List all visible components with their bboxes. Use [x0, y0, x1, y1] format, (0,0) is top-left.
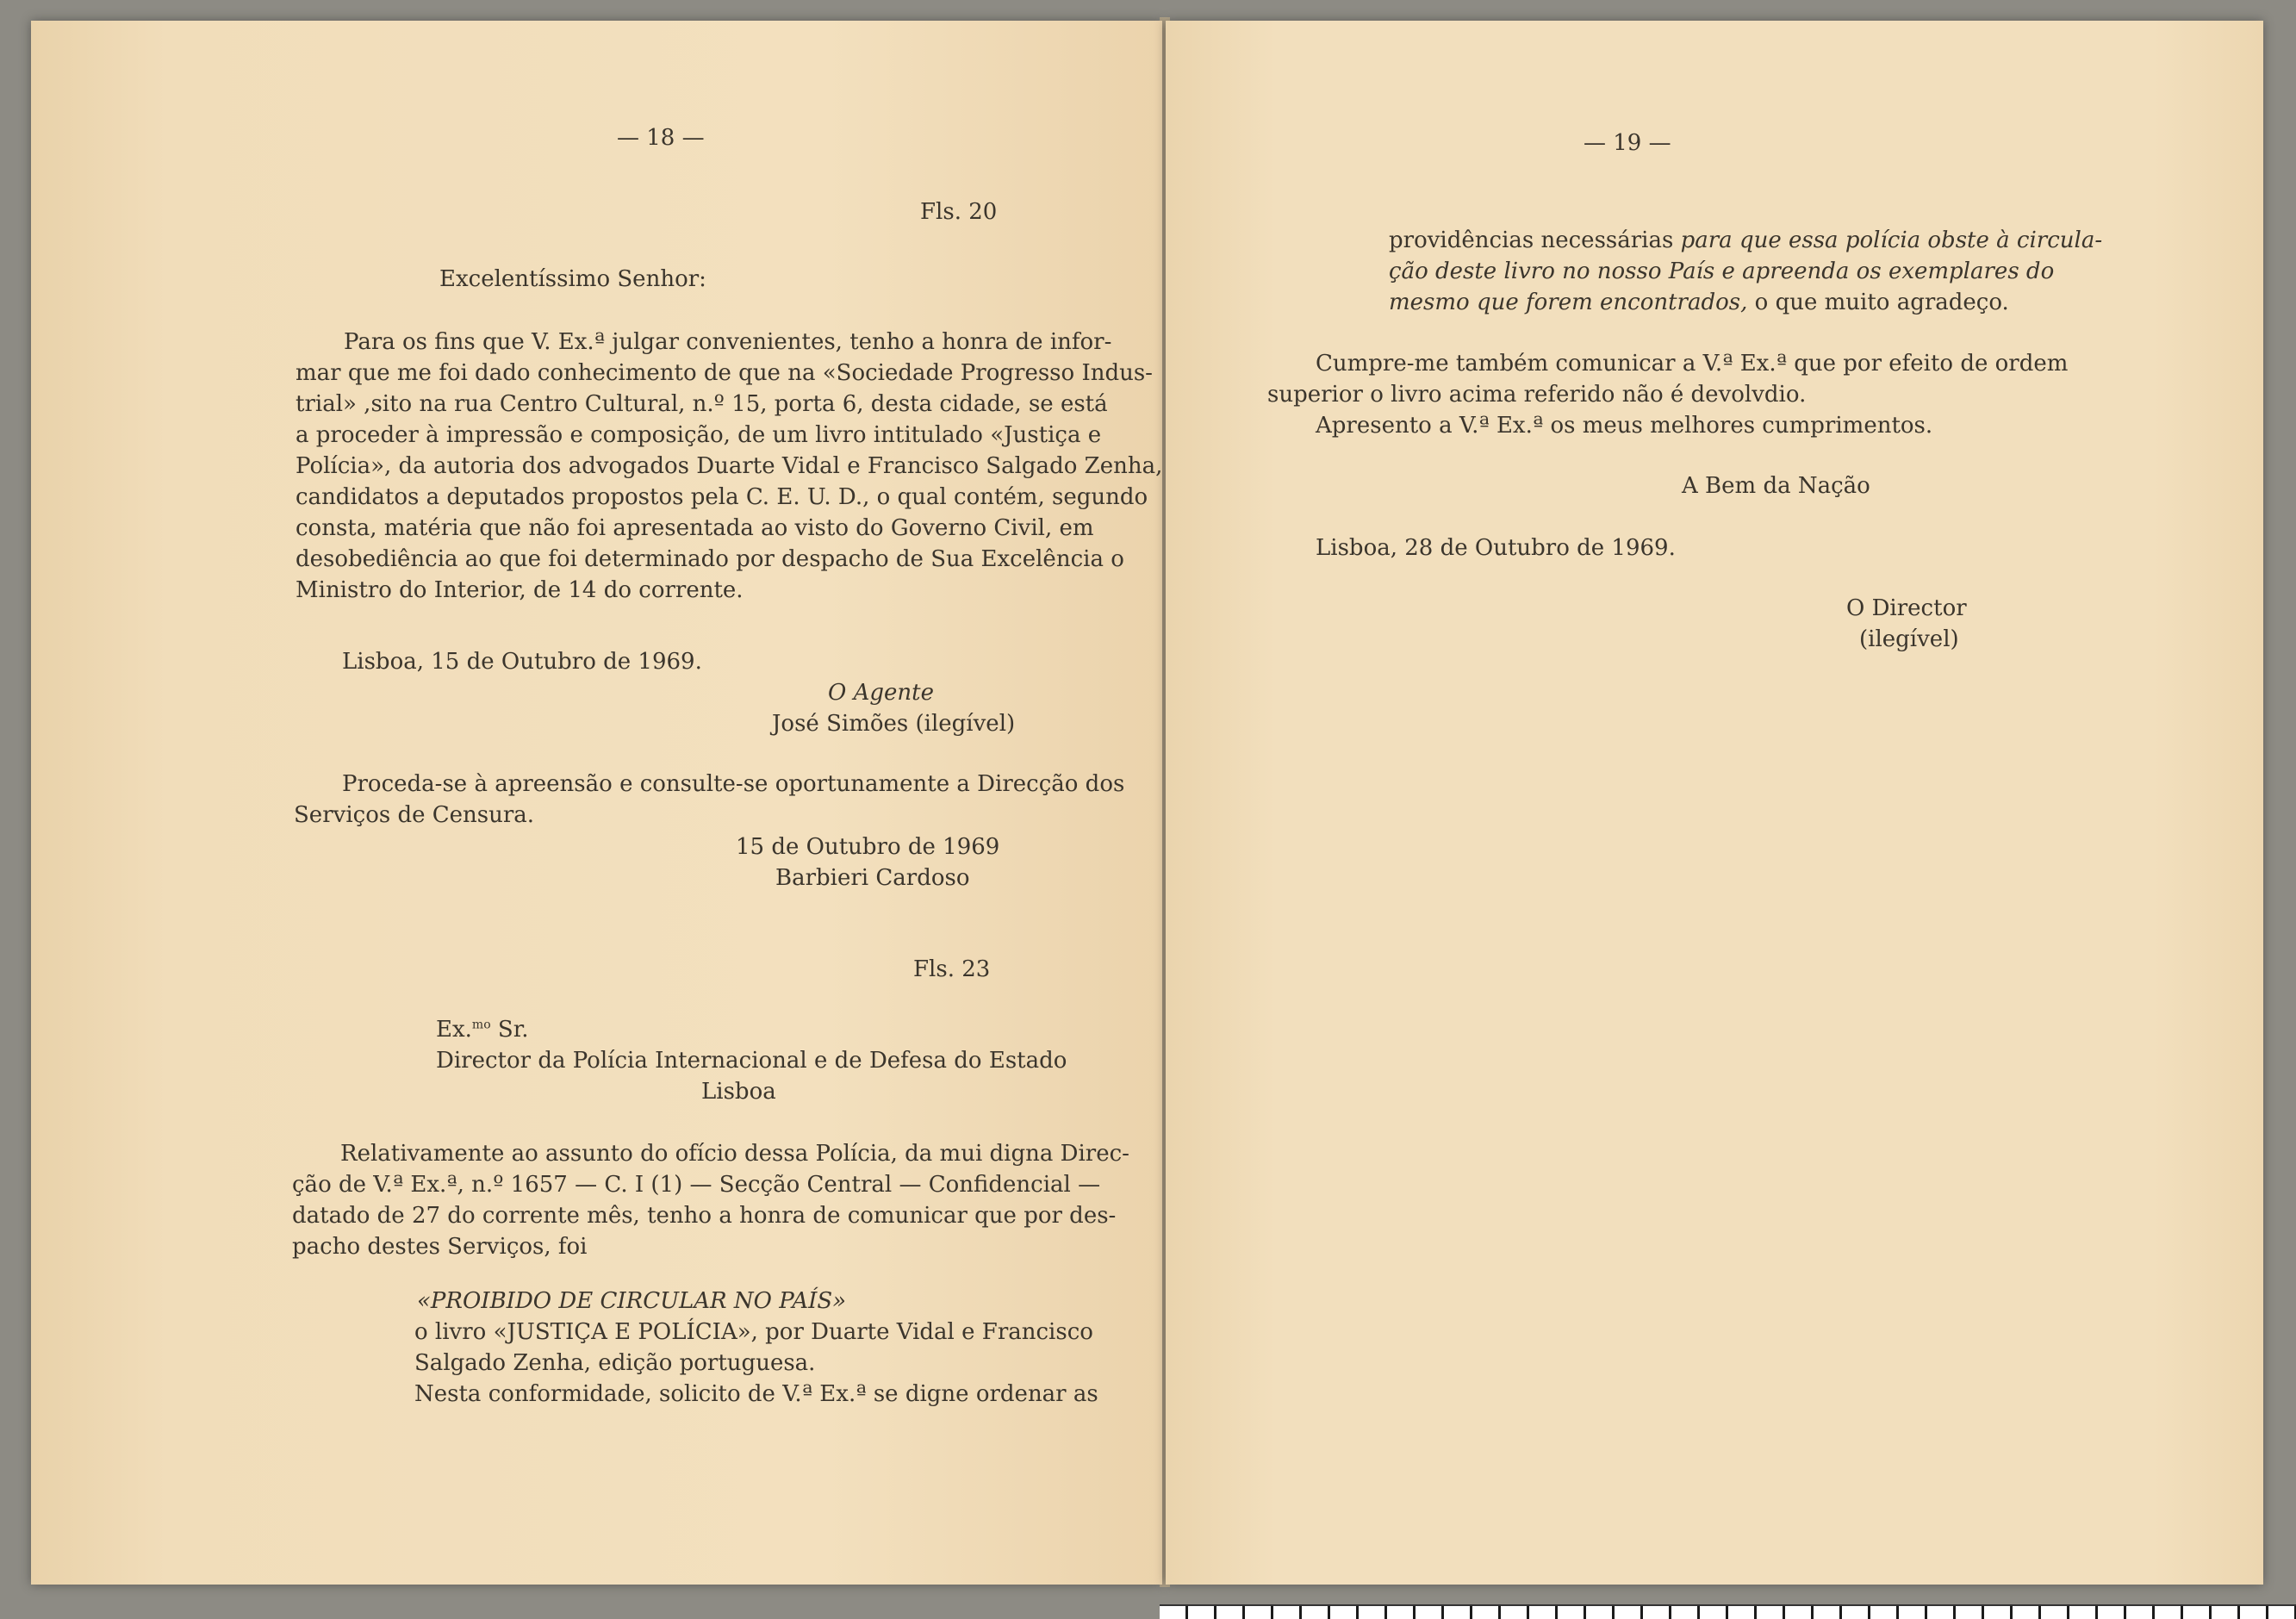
paragraph-book-details: [414, 1317, 1098, 1410]
text-line: mar que me foi dado conhecimento de que na «Sociedade Progresso Indus-: [296, 360, 1153, 386]
paragraph-order: [294, 769, 1125, 831]
text-line: ção de V.ª Ex.ª, n.º 1657 — C. I (1) — Secção Central — Confidencial —: [292, 1172, 1101, 1198]
text-line: Ministro do Interior, de 14 do corrente.: [296, 577, 744, 603]
paragraph-reply: [292, 1138, 1129, 1262]
prohibition-heading: «PROIBIDO DE CIRCULAR NO PAÍS»: [417, 1288, 847, 1314]
text-line: [1389, 225, 2103, 256]
text-line: datado de 27 do corrente mês, tenho a honra de comunicar que por des-: [292, 1203, 1117, 1229]
date-line: Lisboa, 28 de Outubro de 1969.: [1316, 535, 1676, 561]
closing-line: A Bem da Nação: [1682, 473, 1870, 499]
page-number-18: — 18 —: [617, 125, 705, 151]
page-number-19: — 19 —: [1584, 130, 1671, 156]
address-recipient: Director da Polícia Internacional e de Defesa do Estado: [436, 1048, 1067, 1074]
folio-reference-23: Fls. 23: [913, 956, 991, 982]
right-page: [1166, 21, 2263, 1585]
paragraph-greetings: Apresento a V.ª Ex.ª os meus melhores cumprimentos.: [1316, 413, 1933, 439]
folio-reference-20: Fls. 20: [920, 199, 998, 225]
text-roman: o que muito agradeço.: [1747, 290, 2009, 315]
text-line: pacho destes Serviços, foi: [292, 1234, 588, 1260]
date-line-2: 15 de Outubro de 1969: [736, 834, 1000, 860]
left-page: [31, 21, 1162, 1585]
director-title: O Director: [1846, 595, 1967, 621]
text-line: consta, matéria que não foi apresentada ao visto do Governo Civil, em: [296, 515, 1094, 541]
text-line: [1389, 287, 2009, 318]
text-line: Polícia», da autoria dos advogados Duarte Vidal e Francisco Salgado Zenha,: [296, 453, 1163, 479]
text-line: a proceder à impressão e composição, de um livro intitulado «Justiça e: [296, 422, 1102, 448]
text-line: Salgado Zenha, edição portuguesa.: [414, 1350, 816, 1376]
signer-name: Barbieri Cardoso: [775, 865, 970, 891]
text-line: ção deste livro no nosso País e apreenda os exemplares do: [1389, 258, 2055, 284]
text-line: candidatos a deputados propostos pela C. E. U. D., o qual contém, segundo: [296, 484, 1148, 510]
agent-name: José Simões (ilegível): [772, 711, 1016, 737]
text-line: o livro «JUSTIÇA E POLÍCIA», por Duarte Vidal e Francisco: [414, 1319, 1093, 1345]
text-line: Serviços de Censura.: [294, 802, 535, 828]
text-line: Cumpre-me também comunicar a V.ª Ex.ª que por efeito de ordem: [1316, 351, 2069, 377]
agent-title: O Agente: [828, 680, 934, 706]
date-line-1: Lisboa, 15 de Outubro de 1969.: [342, 649, 702, 675]
text-line: desobediência ao que foi determinado por despacho de Sua Excelência o: [296, 546, 1124, 572]
paragraph-communication: [1267, 348, 2069, 410]
text-roman: providências necessárias: [1389, 227, 1681, 253]
text-line: superior o livro acima referido não é devolvdio.: [1267, 382, 1807, 408]
address-salutation: Ex.$^{mo}$ Sr.: [436, 1017, 529, 1043]
director-note: (ilegível): [1859, 626, 1959, 652]
text-line: Nesta conformidade, solicito de V.ª Ex.ª se digne ordenar as: [414, 1381, 1098, 1407]
paragraph-request: [1389, 225, 2103, 318]
salutation: Excelentíssimo Senhor:: [439, 266, 706, 292]
paragraph-report: [296, 327, 1163, 606]
text-italic: mesmo que forem encontrados,: [1389, 290, 1748, 315]
text-line: Para os fins que V. Ex.ª julgar convenientes, tenho a honra de infor-: [344, 329, 1112, 355]
text-italic: para que essa polícia obste à circula-: [1680, 227, 2103, 253]
address-city: Lisboa: [701, 1079, 776, 1105]
text-line: Proceda-se à apreensão e consulte-se oportunamente a Direcção dos: [342, 771, 1125, 797]
scale-ruler: [1160, 1604, 2296, 1619]
text-line: Relativamente ao assunto do ofício dessa Polícia, da mui digna Direc-: [340, 1141, 1129, 1167]
text-line: trial» ,sito na rua Centro Cultural, n.º 15, porta 6, desta cidade, se está: [296, 391, 1108, 417]
